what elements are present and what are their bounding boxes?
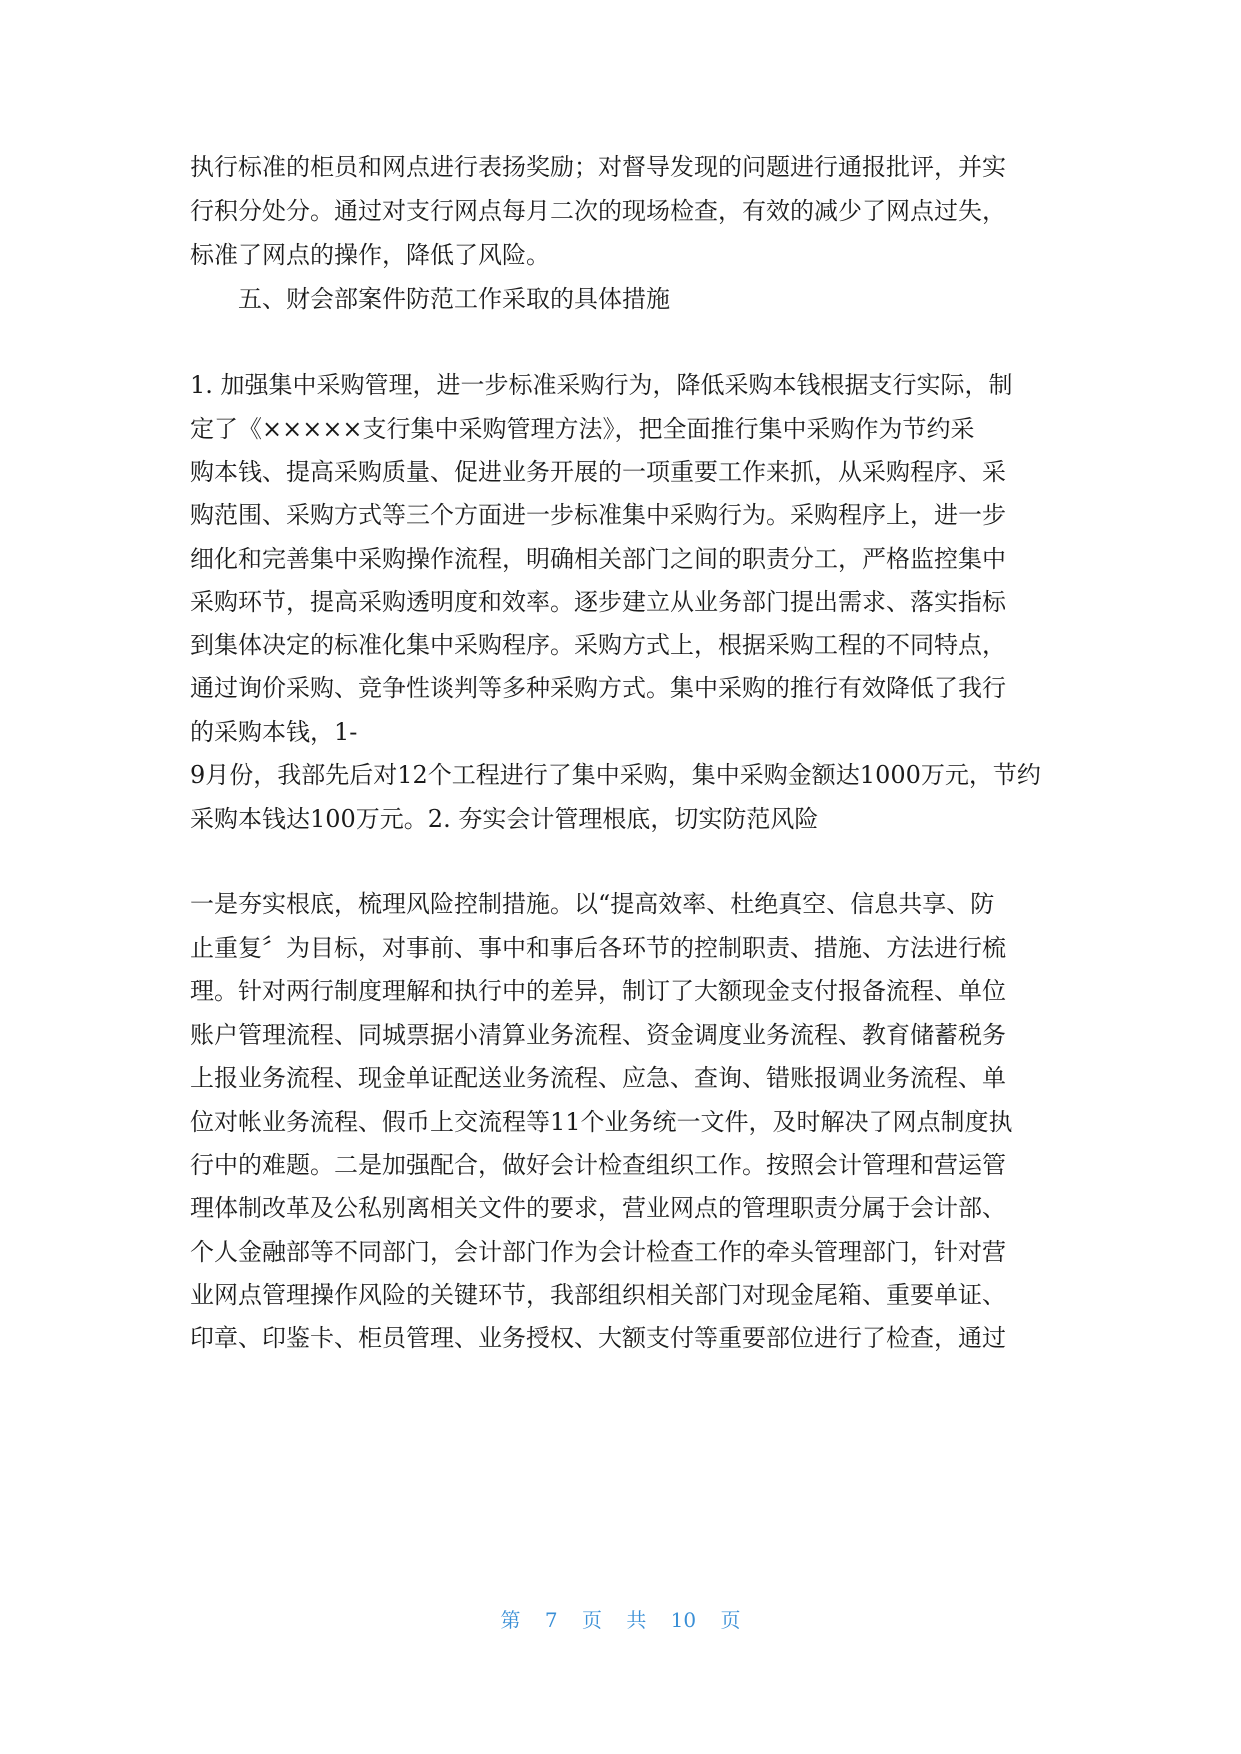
- text-line: 理。针对两行制度理解和执行中的差异，制订了大额现金支付报备流程、单位: [190, 977, 1006, 1005]
- text-line: 个人金融部等不同部门，会计部门作为会计检查工作的牵头管理部门，针对营: [190, 1238, 1006, 1266]
- text-line: 一是夯实根底，梳理风险控制措施。以“提高效率、杜绝真空、信息共享、防: [190, 890, 995, 918]
- text-line: 上报业务流程、现金单证配送业务流程、应急、查询、错账报调业务流程、单: [190, 1064, 1006, 1092]
- footer-label-di: 第: [500, 1608, 521, 1632]
- page-footer: [0, 1607, 1241, 1633]
- text-line: 业网点管理操作风险的关键环节，我部组织相关部门对现金尾箱、重要单证、: [190, 1281, 1006, 1309]
- text-line: 执行标准的柜员和网点进行表扬奖励；对督导发现的问题进行通报批评，并实: [190, 153, 1006, 181]
- text-line: 采购本钱达100万元。2. 夯实会计管理根底，切实防范风险: [190, 805, 819, 833]
- footer-label-gong: 共: [626, 1608, 647, 1632]
- text-line: 印章、印鉴卡、柜员管理、业务授权、大额支付等重要部位进行了检查，通过: [190, 1324, 1006, 1352]
- text-line: 理体制改革及公私别离相关文件的要求，营业网点的管理职责分属于会计部、: [190, 1194, 1006, 1222]
- text-line: 账户管理流程、同城票据小清算业务流程、资金调度业务流程、教育储蓄税务: [190, 1021, 1006, 1049]
- text-line: 标准了网点的操作，降低了风险。: [190, 241, 550, 269]
- footer-label-ye: 页: [581, 1608, 602, 1632]
- text-line: 通过询价采购、竞争性谈判等多种采购方式。集中采购的推行有效降低了我行: [190, 674, 1006, 702]
- text-line: 的采购本钱，1-: [190, 718, 358, 746]
- text-line: 到集体决定的标准化集中采购程序。采购方式上，根据采购工程的不同特点，: [190, 631, 1006, 659]
- text-line: 购范围、采购方式等三个方面进一步标准集中采购行为。采购程序上，进一步: [190, 501, 1006, 529]
- section-heading: 五、财会部案件防范工作采取的具体措施: [238, 285, 670, 313]
- text-line: 定了《×××××支行集中采购管理方法》，把全面推行集中采购作为节约采: [190, 415, 975, 443]
- text-line: 位对帐业务流程、假币上交流程等11个业务统一文件，及时解决了网点制度执: [190, 1108, 1013, 1136]
- text-line: 购本钱、提高采购质量、促进业务开展的一项重要工作来抓，从采购程序、采: [190, 458, 1006, 486]
- footer-label-ye2: 页: [720, 1608, 741, 1632]
- text-line: 行积分处分。通过对支行网点每月二次的现场检查，有效的减少了网点过失，: [190, 197, 1006, 225]
- text-line: 细化和完善集中采购操作流程，明确相关部门之间的职责分工，严格监控集中: [190, 545, 1006, 573]
- text-line: 采购环节，提高采购透明度和效率。逐步建立从业务部门提出需求、落实指标: [190, 588, 1006, 616]
- text-line: 9月份，我部先后对12个工程进行了集中采购，集中采购金额达1000万元，节约: [190, 761, 1041, 789]
- text-line: 1. 加强集中采购管理，进一步标准采购行为，降低采购本钱根据支行实际，制: [190, 371, 1013, 399]
- current-page-number: 7: [544, 1608, 558, 1632]
- text-line: 行中的难题。二是加强配合，做好会计检查组织工作。按照会计管理和营运管: [190, 1151, 1006, 1179]
- text-line: 止重复〞为目标，对事前、事中和事后各环节的控制职责、措施、方法进行梳: [190, 934, 1006, 962]
- total-pages-number: 10: [670, 1608, 697, 1632]
